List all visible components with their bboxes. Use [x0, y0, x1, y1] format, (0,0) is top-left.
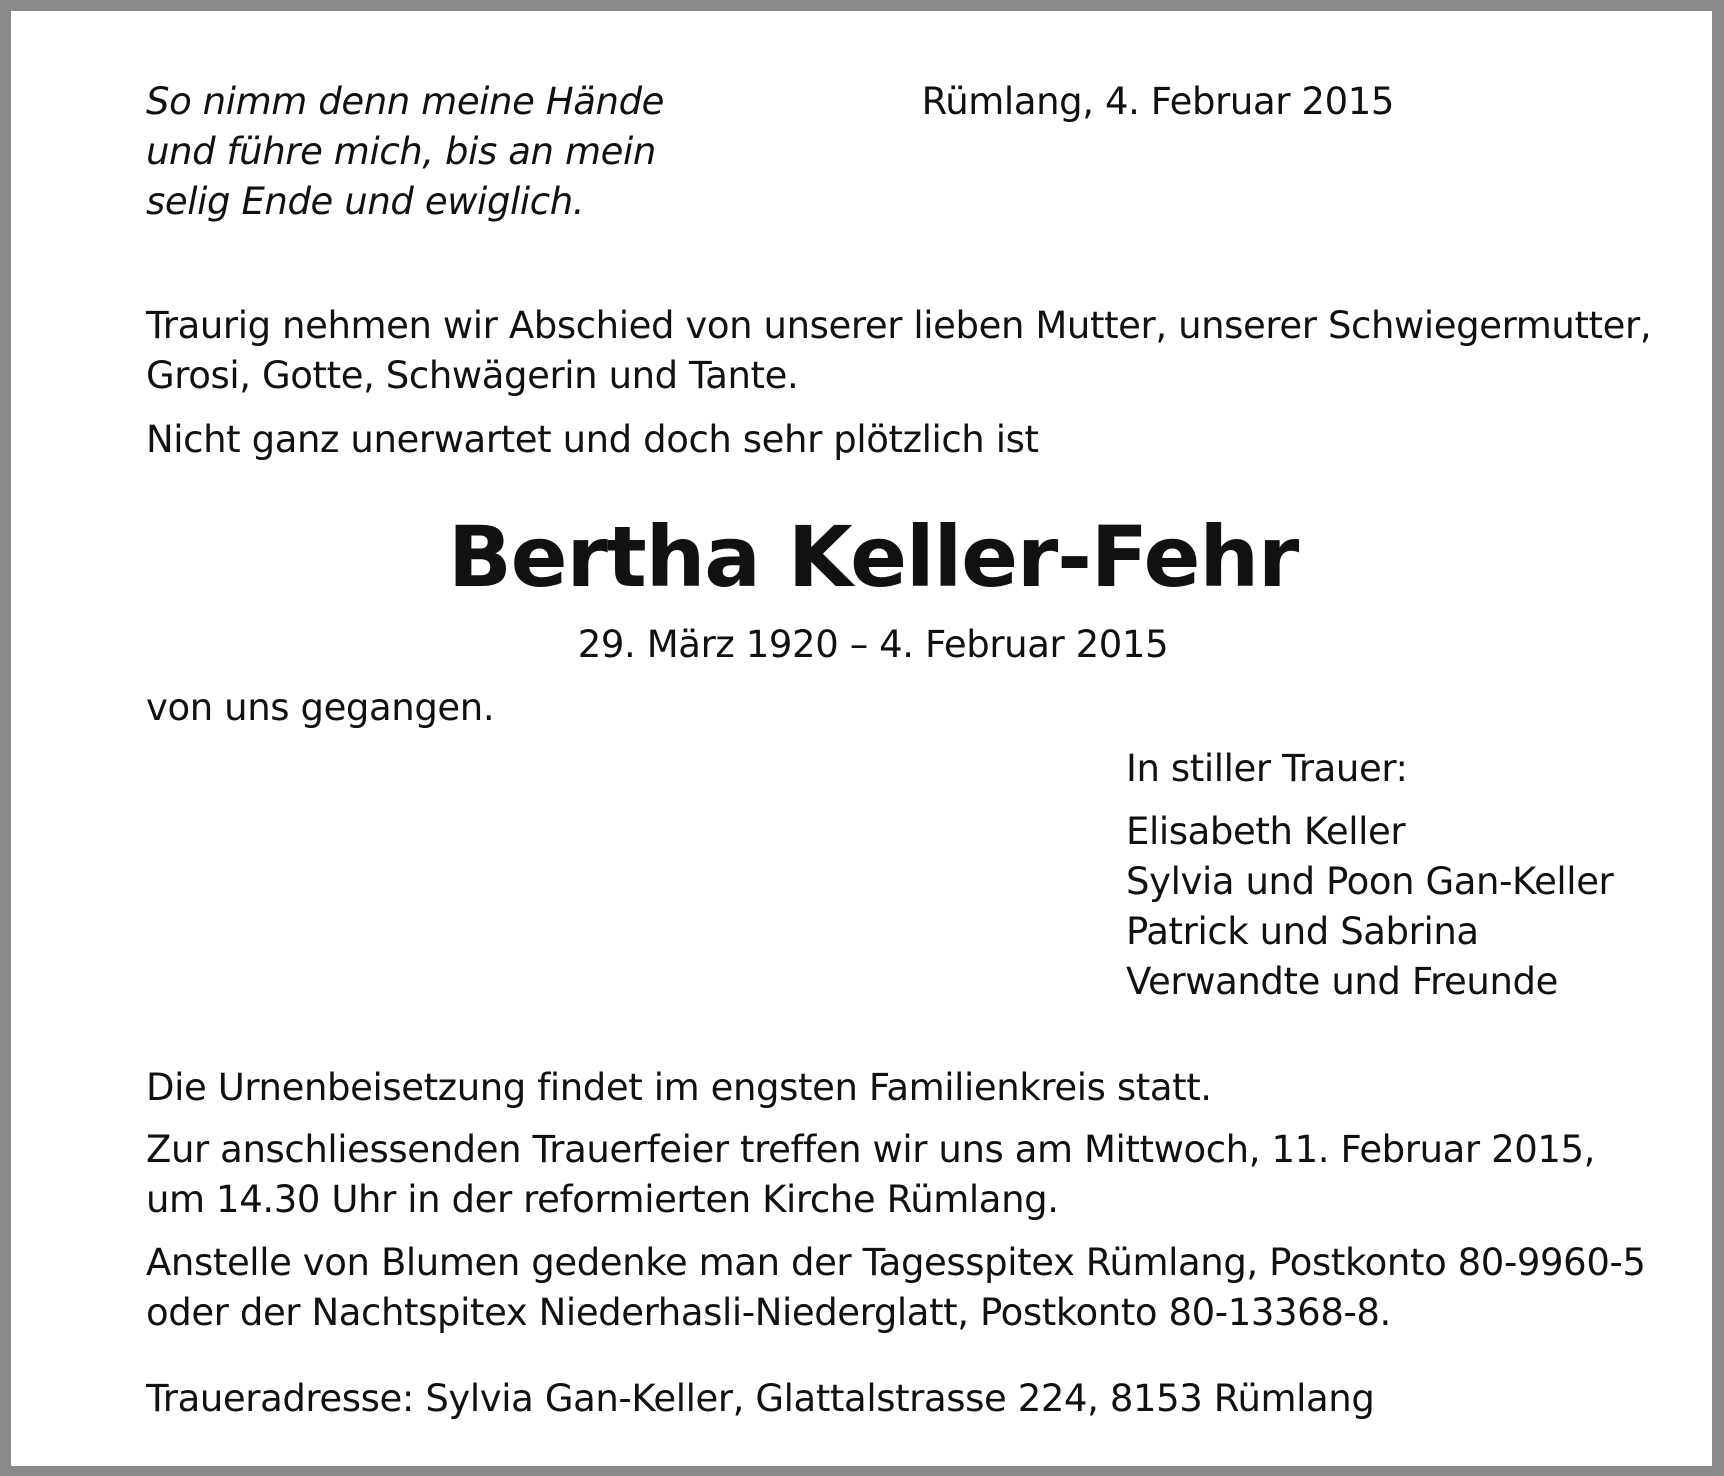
motto-line: und führe mich, bis an mein: [146, 130, 656, 173]
place-date: Rümlang, 4. Februar 2015: [921, 80, 1394, 123]
motto-line: So nimm denn meine Hände: [146, 80, 665, 123]
life-dates: 29. März 1920 – 4. Februar 2015: [577, 623, 1169, 666]
mourner-name: Patrick und Sabrina: [1126, 910, 1479, 953]
obituary-notice: [11, 11, 1712, 1466]
mourner-name: Verwandte und Freunde: [1126, 960, 1558, 1003]
mourner-name: Elisabeth Keller: [1126, 810, 1406, 853]
intro-paragraph: [146, 301, 1651, 401]
mourning-heading: In stiller Trauer:: [1126, 747, 1408, 790]
urn-burial-text: Die Urnenbeisetzung findet im engsten Familienkreis statt.: [146, 1066, 1212, 1109]
mourners-list: [1126, 807, 1613, 1007]
donation-paragraph: [146, 1238, 1646, 1338]
motto-verse: [146, 77, 664, 227]
donation-line: oder der Nachtspitex Niederhasli-Niederglatt, Postkonto 80-13368-8.: [146, 1291, 1391, 1334]
mourner-name: Sylvia und Poon Gan-Keller: [1126, 860, 1614, 903]
deceased-name: Bertha Keller-Fehr: [447, 508, 1299, 606]
gone-text: von uns gegangen.: [146, 686, 495, 729]
mourning-address: Traueradresse: Sylvia Gan-Keller, Glattalstrasse 224, 8153 Rümlang: [146, 1377, 1375, 1420]
ceremony-paragraph: [146, 1125, 1595, 1225]
intro-line: Grosi, Gotte, Schwägerin und Tante.: [146, 354, 799, 397]
sudden-text: Nicht ganz unerwartet und doch sehr plötzlich ist: [146, 418, 1039, 461]
ceremony-line: um 14.30 Uhr in der reformierten Kirche Rümlang.: [146, 1178, 1059, 1221]
motto-line: selig Ende und ewiglich.: [146, 180, 585, 223]
donation-line: Anstelle von Blumen gedenke man der Tagesspitex Rümlang, Postkonto 80-9960-5: [146, 1241, 1646, 1284]
intro-line: Traurig nehmen wir Abschied von unserer lieben Mutter, unserer Schwiegermutter,: [146, 304, 1652, 347]
ceremony-line: Zur anschliessenden Trauerfeier treffen wir uns am Mittwoch, 11. Februar 2015,: [146, 1128, 1595, 1171]
